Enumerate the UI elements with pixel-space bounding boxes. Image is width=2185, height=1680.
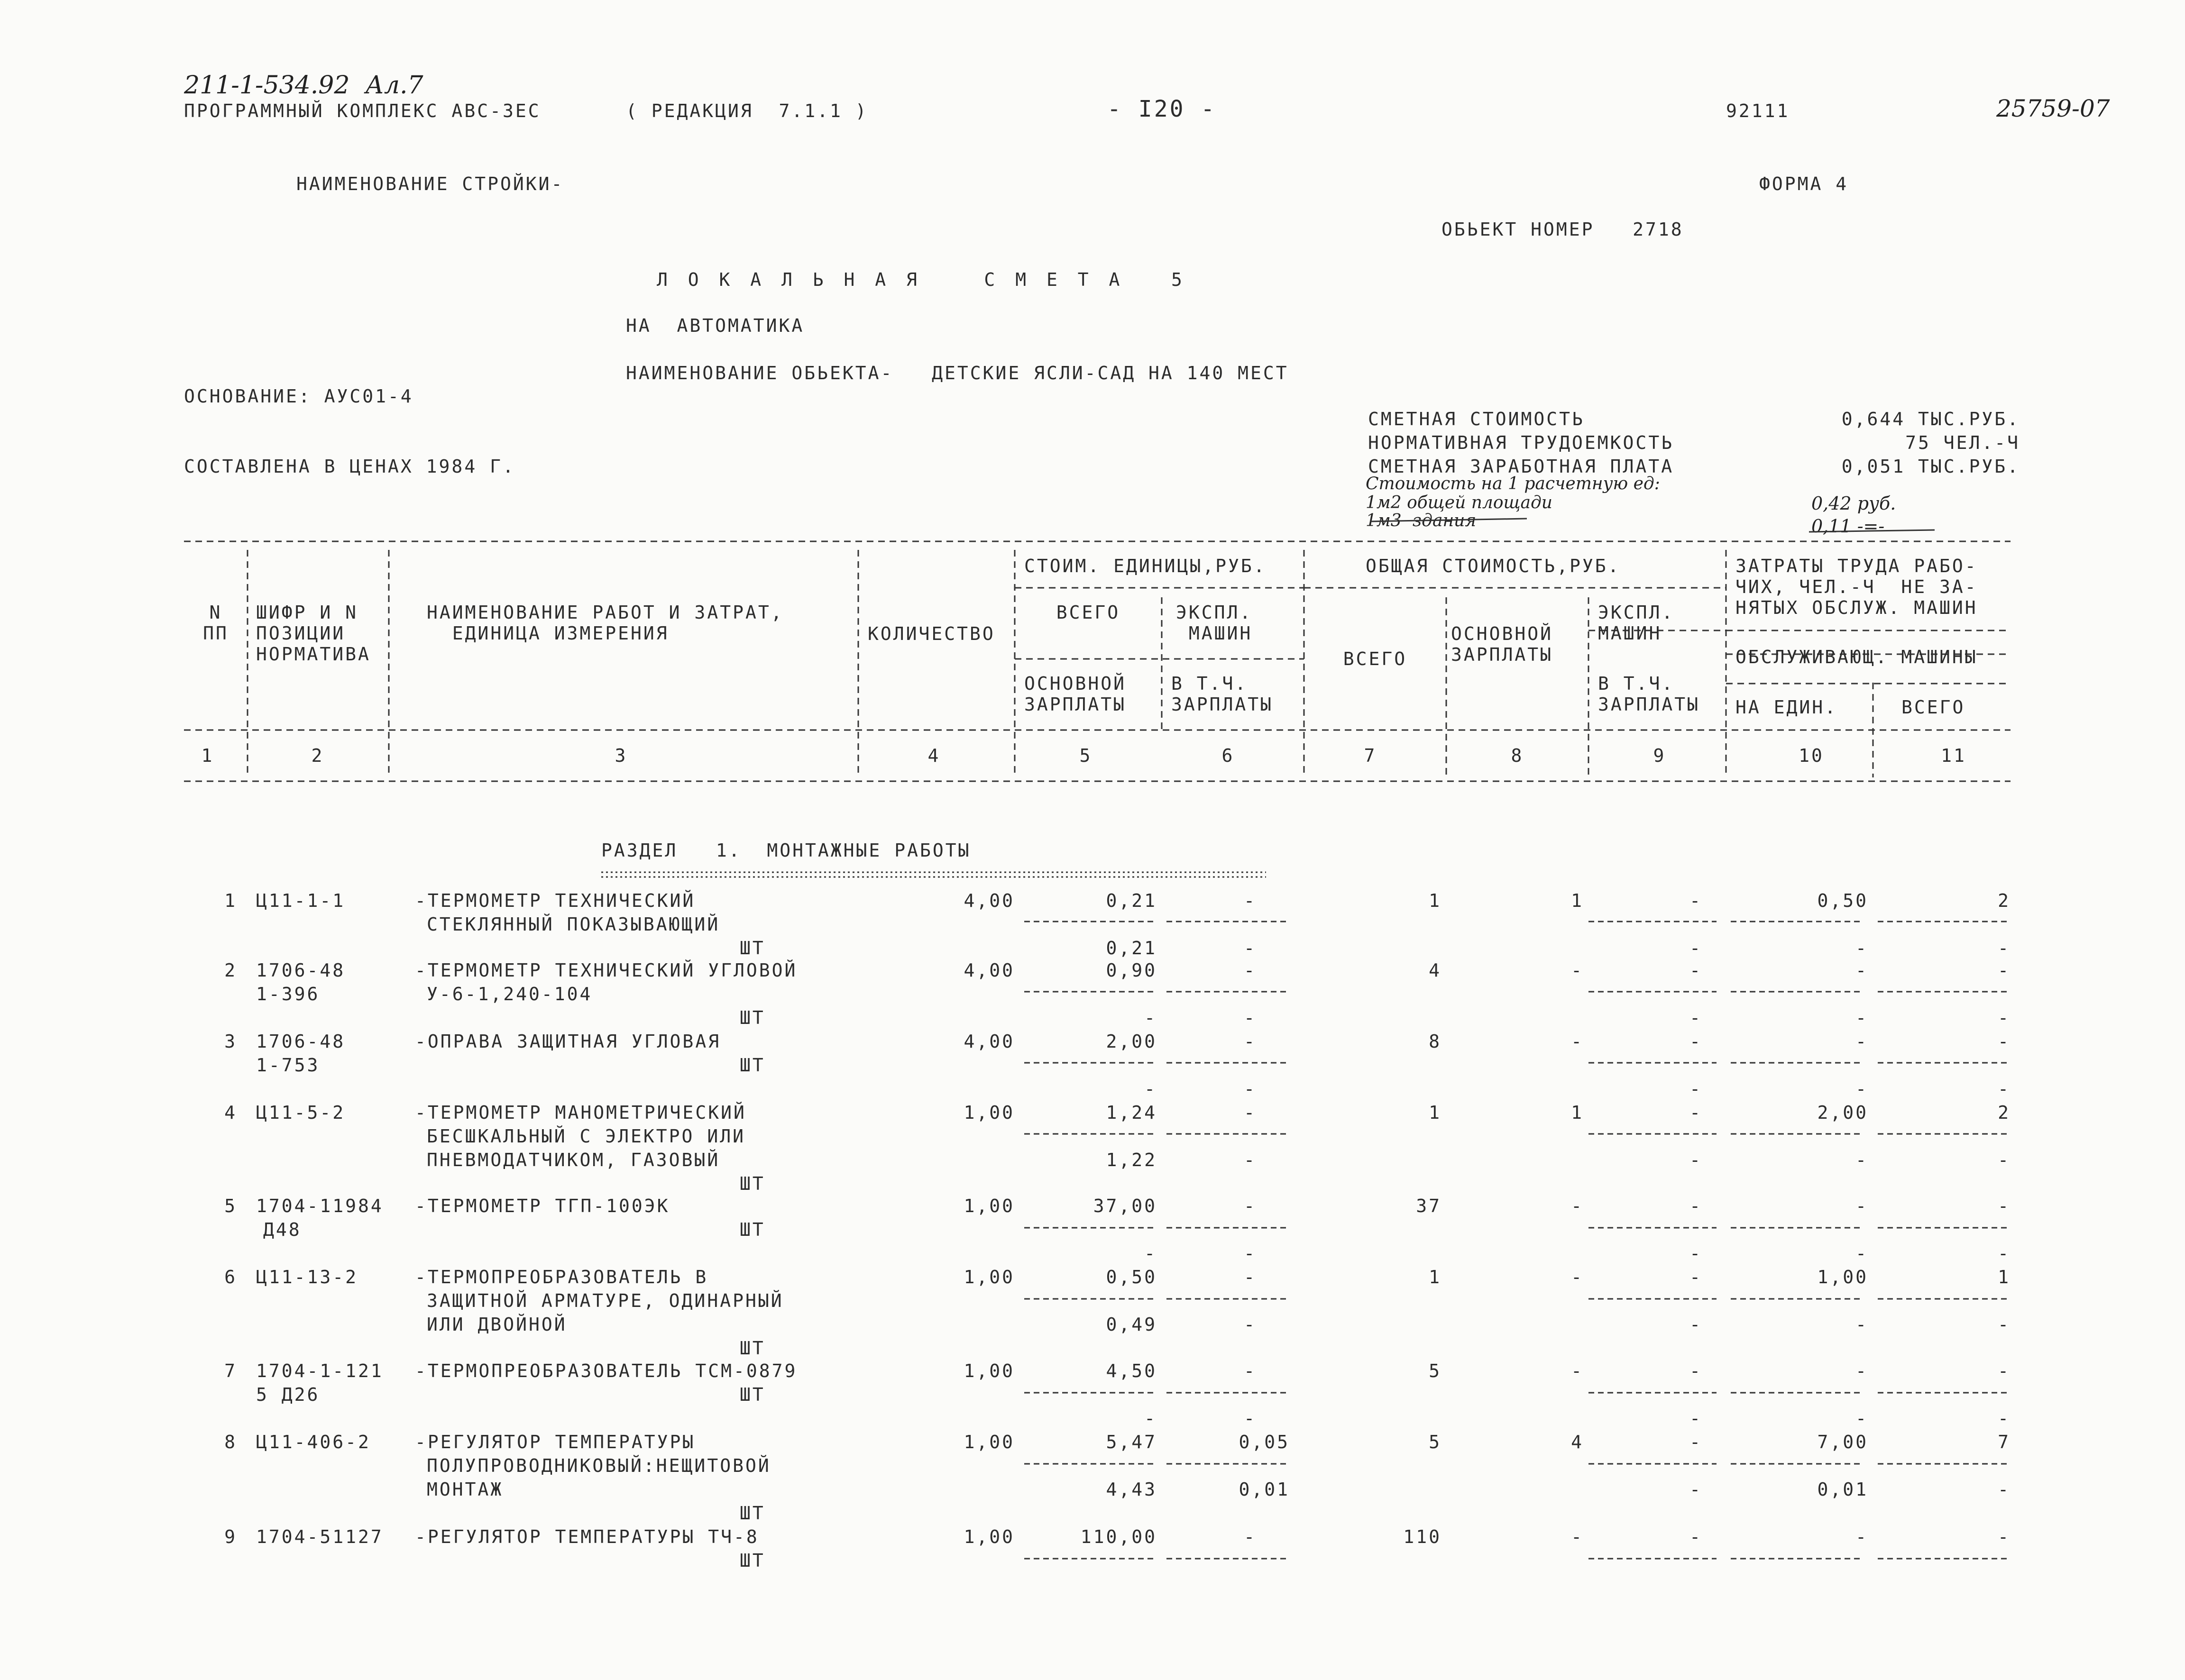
row-labor-unit: 1,00 xyxy=(1817,1267,1868,1287)
row-sub-unit-salary: - xyxy=(1144,1078,1157,1099)
form-label: ФОРМА 4 xyxy=(1759,173,1849,194)
row-total: 4 xyxy=(1429,960,1441,981)
row-total-salary: 4 xyxy=(1571,1432,1584,1452)
row-sub-total-incl: - xyxy=(1689,1408,1702,1429)
summary-label: НОРМАТИВНАЯ ТРУДОЕМКОСТЬ xyxy=(1368,432,1674,453)
row-name: -РЕГУЛЯТОР ТЕМПЕРАТУРЫ ТЧ-8 xyxy=(415,1526,759,1547)
row-total-expl: - xyxy=(1689,1432,1702,1452)
col-header-unit-incl: В Т.Ч. ЗАРПЛАТЫ xyxy=(1171,673,1274,715)
row-unit-expl: - xyxy=(1244,1196,1257,1216)
row-total-salary: - xyxy=(1571,1196,1584,1216)
row-name: -РЕГУЛЯТОР ТЕМПЕРАТУРЫ xyxy=(415,1432,696,1452)
col-header-code: ШИФР И N ПОЗИЦИИ НОРМАТИВА xyxy=(256,602,371,665)
row-code: Ц11-13-2 xyxy=(256,1267,358,1287)
col-header-total-expl: ЭКСПЛ. МАШИН xyxy=(1598,602,1675,644)
row-total-salary: - xyxy=(1571,1031,1584,1052)
row-sub-unit-salary: - xyxy=(1144,1243,1157,1264)
row-total-salary: 1 xyxy=(1571,1102,1584,1123)
row-qty: 1,00 xyxy=(964,1432,1015,1452)
col-number: 3 xyxy=(615,745,628,766)
row-unit-expl: - xyxy=(1244,960,1257,981)
row-sub-unit-incl: - xyxy=(1244,1150,1257,1170)
row-code: 1704-11984 xyxy=(256,1196,384,1216)
row-total-salary: - xyxy=(1571,1267,1584,1287)
row-sub-labor-total: - xyxy=(1998,1314,2011,1335)
row-name: МОНТАЖ xyxy=(427,1479,504,1500)
col-header-name: НАИМЕНОВАНИЕ РАБОТ И ЗАТРАТ, ЕДИНИЦА ИЗМЕРЕНИЯ xyxy=(427,602,784,644)
row-name: -ТЕРМОМЕТР МАНОМЕТРИЧЕСКИЙ xyxy=(415,1102,746,1123)
row-code: 1706-48 xyxy=(256,960,346,981)
row-name: БЕСШКАЛЬНЫЙ С ЭЛЕКТРО ИЛИ xyxy=(427,1126,745,1147)
row-labor-unit: - xyxy=(1855,1031,1868,1052)
row-sub-unit-incl: - xyxy=(1244,1078,1257,1099)
row-name: СТЕКЛЯННЫЙ ПОКАЗЫВАЮЩИЙ xyxy=(427,914,720,935)
handwritten-note-value: 0,42 руб. xyxy=(1811,493,1896,514)
row-code: Ц11-1-1 xyxy=(256,890,346,911)
object-number: ОБЬЕКТ НОМЕР 2718 xyxy=(1441,219,1684,240)
row-unit-total: 37,00 xyxy=(1093,1196,1157,1216)
construction-label: НАИМЕНОВАНИЕ СТРОЙКИ- xyxy=(296,173,564,194)
col-header-total-salary: ОСНОВНОЙ ЗАРПЛАТЫ xyxy=(1451,623,1553,665)
row-labor-total: 2 xyxy=(1998,890,2011,911)
row-total: 37 xyxy=(1416,1196,1441,1216)
row-unit: ШТ xyxy=(740,1055,765,1076)
summary-label: СМЕТНАЯ ЗАРАБОТНАЯ ПЛАТА xyxy=(1368,456,1674,477)
row-labor-unit: 2,00 xyxy=(1817,1102,1868,1123)
row-unit-total: 110,00 xyxy=(1080,1526,1157,1547)
row-sub-unit-salary: 0,49 xyxy=(1106,1314,1157,1335)
row-total-expl: - xyxy=(1689,1102,1702,1123)
row-sub-unit-salary: 0,21 xyxy=(1106,938,1157,959)
row-labor-total: - xyxy=(1998,1526,2011,1547)
estimate-title: Л О К А Л Ь Н А Я С М Е Т А 5 xyxy=(657,269,1187,290)
row-unit-total: 1,24 xyxy=(1106,1102,1157,1123)
row-total-expl: - xyxy=(1689,890,1702,911)
row-total-expl: - xyxy=(1689,960,1702,981)
row-sub-labor-total: - xyxy=(1998,1150,2011,1170)
row-sub-unit-salary: - xyxy=(1144,1007,1157,1028)
row-name: ЗАЩИТНОЙ АРМАТУРЕ, ОДИНАРНЫЙ xyxy=(427,1290,784,1311)
row-labor-unit: - xyxy=(1855,1360,1868,1381)
row-labor-unit: 0,50 xyxy=(1817,890,1868,911)
row-sub-labor-unit: - xyxy=(1855,1314,1868,1335)
summary-value: 0,644 ТЫС.РУБ. xyxy=(1841,409,2020,429)
col-header-unit-expl: ЭКСПЛ. МАШИН xyxy=(1176,602,1253,644)
row-sub-labor-total: - xyxy=(1998,1078,2011,1099)
row-name: У-6-1,240-104 xyxy=(427,984,593,1004)
row-code: Ц11-5-2 xyxy=(256,1102,346,1123)
row-sub-labor-unit: 0,01 xyxy=(1817,1479,1868,1500)
row-sub-unit-incl: - xyxy=(1244,1408,1257,1429)
row-sub-total-incl: - xyxy=(1689,1314,1702,1335)
prices-note: СОСТАВЛЕНА В ЦЕНАХ 1984 Г. xyxy=(184,456,515,477)
row-name: ПНЕВМОДАТЧИКОМ, ГАЗОВЫЙ xyxy=(427,1150,720,1170)
col-number: 6 xyxy=(1221,745,1235,766)
row-unit-expl: - xyxy=(1244,1102,1257,1123)
col-header-labor-total: ВСЕГО xyxy=(1901,697,1965,718)
row-qty: 1,00 xyxy=(964,1267,1015,1287)
row-sub-labor-total: - xyxy=(1998,1479,2011,1500)
row-sub-total-incl: - xyxy=(1689,1150,1702,1170)
col-header-unit-cost: СТОИМ. ЕДИНИЦЫ,РУБ. xyxy=(1024,556,1267,576)
row-total: 5 xyxy=(1429,1360,1441,1381)
row-total: 1 xyxy=(1429,1102,1441,1123)
row-code: 1706-48 xyxy=(256,1031,346,1052)
row-unit-total: 2,00 xyxy=(1106,1031,1157,1052)
col-number: 1 xyxy=(201,745,214,766)
row-code: 1-396 xyxy=(256,984,320,1004)
row-total-expl: - xyxy=(1689,1360,1702,1381)
row-labor-total: - xyxy=(1998,1196,2011,1216)
row-sub-unit-incl: - xyxy=(1244,1243,1257,1264)
program-edition: ( РЕДАКЦИЯ 7.1.1 ) xyxy=(626,100,868,121)
row-qty: 1,00 xyxy=(964,1102,1015,1123)
row-sub-labor-unit: - xyxy=(1855,1243,1868,1264)
col-number: 2 xyxy=(311,745,324,766)
row-unit: ШТ xyxy=(740,1338,765,1359)
row-labor-total: - xyxy=(1998,960,2011,981)
row-sub-labor-total: - xyxy=(1998,1007,2011,1028)
col-number: 4 xyxy=(927,745,941,766)
row-sub-labor-unit: - xyxy=(1855,1408,1868,1429)
handwritten-stamp-number: 25759-07 xyxy=(1996,95,2110,122)
col-header-qty: КОЛИЧЕСТВО xyxy=(868,623,995,644)
row-code: 1704-51127 xyxy=(256,1526,384,1547)
row-labor-total: 2 xyxy=(1998,1102,2011,1123)
handwritten-note: Стоимость на 1 расчетную ед: xyxy=(1366,474,1660,493)
row-number: 8 xyxy=(224,1432,237,1452)
row-total: 1 xyxy=(1429,1267,1441,1287)
row-sub-labor-total: - xyxy=(1998,1243,2011,1264)
document-code: 92111 xyxy=(1726,100,1790,121)
summary-value: 75 ЧЕЛ.-Ч xyxy=(1905,432,2020,453)
section-title: РАЗДЕЛ 1. МОНТАЖНЫЕ РАБОТЫ xyxy=(601,840,971,861)
row-labor-total: 1 xyxy=(1998,1267,2011,1287)
row-sub-unit-incl: - xyxy=(1244,938,1257,959)
row-unit: ШТ xyxy=(740,1007,765,1028)
row-total-salary: - xyxy=(1571,1360,1584,1381)
row-sub-labor-unit: - xyxy=(1855,1078,1868,1099)
row-unit: ШТ xyxy=(740,1219,765,1240)
col-number: 8 xyxy=(1511,745,1524,766)
col-header-labor-machines: ОБСЛУЖИВАЮЩ. МАШИНЫ xyxy=(1735,647,1978,667)
col-header-total-cost: ОБЩАЯ СТОИМОСТЬ,РУБ. xyxy=(1366,556,1621,576)
row-unit-total: 0,90 xyxy=(1106,960,1157,981)
row-qty: 4,00 xyxy=(964,890,1015,911)
row-number: 5 xyxy=(224,1196,237,1216)
summary-value: 0,051 ТЫС.РУБ. xyxy=(1841,456,2020,477)
summary-label: СМЕТНАЯ СТОИМОСТЬ xyxy=(1368,409,1585,429)
row-name: ПОЛУПРОВОДНИКОВЫЙ:НЕЩИТОВОЙ xyxy=(427,1455,771,1476)
row-name: -ТЕРМОМЕТР ТЕХНИЧЕСКИЙ УГЛОВОЙ xyxy=(415,960,798,981)
col-header-labor-unit: НА ЕДИН. xyxy=(1735,697,1838,718)
col-header-labor: ЗАТРАТЫ ТРУДА РАБО- ЧИХ, ЧЕЛ.-Ч НЕ ЗА- НЯТЫХ ОБСЛУЖ. МАШИН xyxy=(1735,556,1978,618)
row-sub-total-incl: - xyxy=(1689,938,1702,959)
row-labor-total: - xyxy=(1998,1360,2011,1381)
col-number: 9 xyxy=(1653,745,1666,766)
row-unit-total: 0,21 xyxy=(1106,890,1157,911)
col-number: 7 xyxy=(1364,745,1377,766)
col-header-unit-total: ВСЕГО xyxy=(1056,602,1120,623)
col-number: 10 xyxy=(1799,745,1824,766)
row-code: 5 Д26 xyxy=(256,1384,320,1405)
row-sub-unit-salary: 4,43 xyxy=(1106,1479,1157,1500)
handwritten-note: 1м3 здания xyxy=(1366,511,1477,530)
row-sub-labor-total: - xyxy=(1998,1408,2011,1429)
row-total: 1 xyxy=(1429,890,1441,911)
row-total-salary: 1 xyxy=(1571,890,1584,911)
row-unit-expl: - xyxy=(1244,1031,1257,1052)
basis: ОСНОВАНИЕ: АУС01-4 xyxy=(184,386,413,407)
row-name: ИЛИ ДВОЙНОЙ xyxy=(427,1314,567,1335)
row-sub-total-incl: - xyxy=(1689,1007,1702,1028)
row-unit-total: 0,50 xyxy=(1106,1267,1157,1287)
row-code: 1-753 xyxy=(256,1055,320,1076)
row-unit: ШТ xyxy=(740,1503,765,1524)
row-name: -ТЕРМОПРЕОБРАЗОВАТЕЛЬ В xyxy=(415,1267,708,1287)
row-number: 7 xyxy=(224,1360,237,1381)
row-sub-labor-unit: - xyxy=(1855,1150,1868,1170)
row-total-expl: - xyxy=(1689,1526,1702,1547)
row-sub-unit-incl: 0,01 xyxy=(1239,1479,1290,1500)
row-sub-unit-incl: - xyxy=(1244,1007,1257,1028)
row-labor-unit: - xyxy=(1855,1526,1868,1547)
row-name: -ТЕРМОМЕТР ТГП-100ЭК xyxy=(415,1196,670,1216)
row-sub-unit-salary: - xyxy=(1144,1408,1157,1429)
row-qty: 4,00 xyxy=(964,960,1015,981)
col-header-total-incl: В Т.Ч. ЗАРПЛАТЫ xyxy=(1598,673,1700,715)
row-qty: 1,00 xyxy=(964,1360,1015,1381)
estimate-subject: НА АВТОМАТИКА xyxy=(626,315,805,336)
row-number: 9 xyxy=(224,1526,237,1547)
row-number: 4 xyxy=(224,1102,237,1123)
row-unit-expl: - xyxy=(1244,1267,1257,1287)
row-unit-expl: - xyxy=(1244,890,1257,911)
row-labor-unit: - xyxy=(1855,1196,1868,1216)
row-sub-labor-unit: - xyxy=(1855,1007,1868,1028)
row-total-salary: - xyxy=(1571,960,1584,981)
row-total-expl: - xyxy=(1689,1196,1702,1216)
row-name: -ТЕРМОМЕТР ТЕХНИЧЕСКИЙ xyxy=(415,890,696,911)
page-number: - I20 - xyxy=(1107,96,1217,122)
row-sub-unit-salary: 1,22 xyxy=(1106,1150,1157,1170)
row-unit-total: 4,50 xyxy=(1106,1360,1157,1381)
row-number: 6 xyxy=(224,1267,237,1287)
col-header-total-all: ВСЕГО xyxy=(1343,648,1407,669)
row-name: -ОПРАВА ЗАЩИТНАЯ УГЛОВАЯ xyxy=(415,1031,721,1052)
handwritten-note-value: 0,11 -=- xyxy=(1811,516,1885,537)
row-sub-total-incl: - xyxy=(1689,1078,1702,1099)
row-unit: ШТ xyxy=(740,1173,765,1194)
row-unit-expl: - xyxy=(1244,1360,1257,1381)
row-total: 110 xyxy=(1403,1526,1441,1547)
object-name: НАИМЕНОВАНИЕ ОБЬЕКТА- ДЕТСКИЕ ЯСЛИ-САД НА 140 МЕСТ xyxy=(626,363,1289,383)
row-unit-expl: - xyxy=(1244,1526,1257,1547)
row-labor-total: - xyxy=(1998,1031,2011,1052)
row-labor-total: 7 xyxy=(1998,1432,2011,1452)
row-sub-labor-unit: - xyxy=(1855,938,1868,959)
row-code: 1704-1-121 xyxy=(256,1360,384,1381)
row-number: 2 xyxy=(224,960,237,981)
row-unit-total: 5,47 xyxy=(1106,1432,1157,1452)
row-sub-labor-total: - xyxy=(1998,938,2011,959)
col-number: 5 xyxy=(1079,745,1092,766)
handwritten-note: 1м2 общей площади xyxy=(1366,493,1552,512)
row-number: 1 xyxy=(224,890,237,911)
row-total-salary: - xyxy=(1571,1526,1584,1547)
row-code: Д48 xyxy=(263,1219,302,1240)
row-qty: 1,00 xyxy=(964,1196,1015,1216)
row-unit-expl: 0,05 xyxy=(1239,1432,1290,1452)
row-total-expl: - xyxy=(1689,1031,1702,1052)
row-sub-total-incl: - xyxy=(1689,1243,1702,1264)
row-unit: ШТ xyxy=(740,1550,765,1571)
program-name: ПРОГРАММНЫЙ КОМПЛЕКС АВС-ЗЕС xyxy=(184,100,541,121)
row-qty: 4,00 xyxy=(964,1031,1015,1052)
row-unit: ШТ xyxy=(740,938,765,959)
row-unit: ШТ xyxy=(740,1384,765,1405)
row-number: 3 xyxy=(224,1031,237,1052)
col-header-unit-salary: ОСНОВНОЙ ЗАРПЛАТЫ xyxy=(1024,673,1127,715)
handwritten-doc-ref: 211-1-534.92 Ал.7 xyxy=(184,71,423,100)
row-labor-unit: - xyxy=(1855,960,1868,981)
row-total-expl: - xyxy=(1689,1267,1702,1287)
row-name: -ТЕРМОПРЕОБРАЗОВАТЕЛЬ ТСМ-0879 xyxy=(415,1360,798,1381)
col-header-n: N ПП xyxy=(203,602,229,644)
row-qty: 1,00 xyxy=(964,1526,1015,1547)
col-number: 11 xyxy=(1941,745,1966,766)
row-sub-total-incl: - xyxy=(1689,1479,1702,1500)
row-labor-unit: 7,00 xyxy=(1817,1432,1868,1452)
row-total: 8 xyxy=(1429,1031,1441,1052)
row-sub-unit-incl: - xyxy=(1244,1314,1257,1335)
row-code: Ц11-406-2 xyxy=(256,1432,371,1452)
row-total: 5 xyxy=(1429,1432,1441,1452)
